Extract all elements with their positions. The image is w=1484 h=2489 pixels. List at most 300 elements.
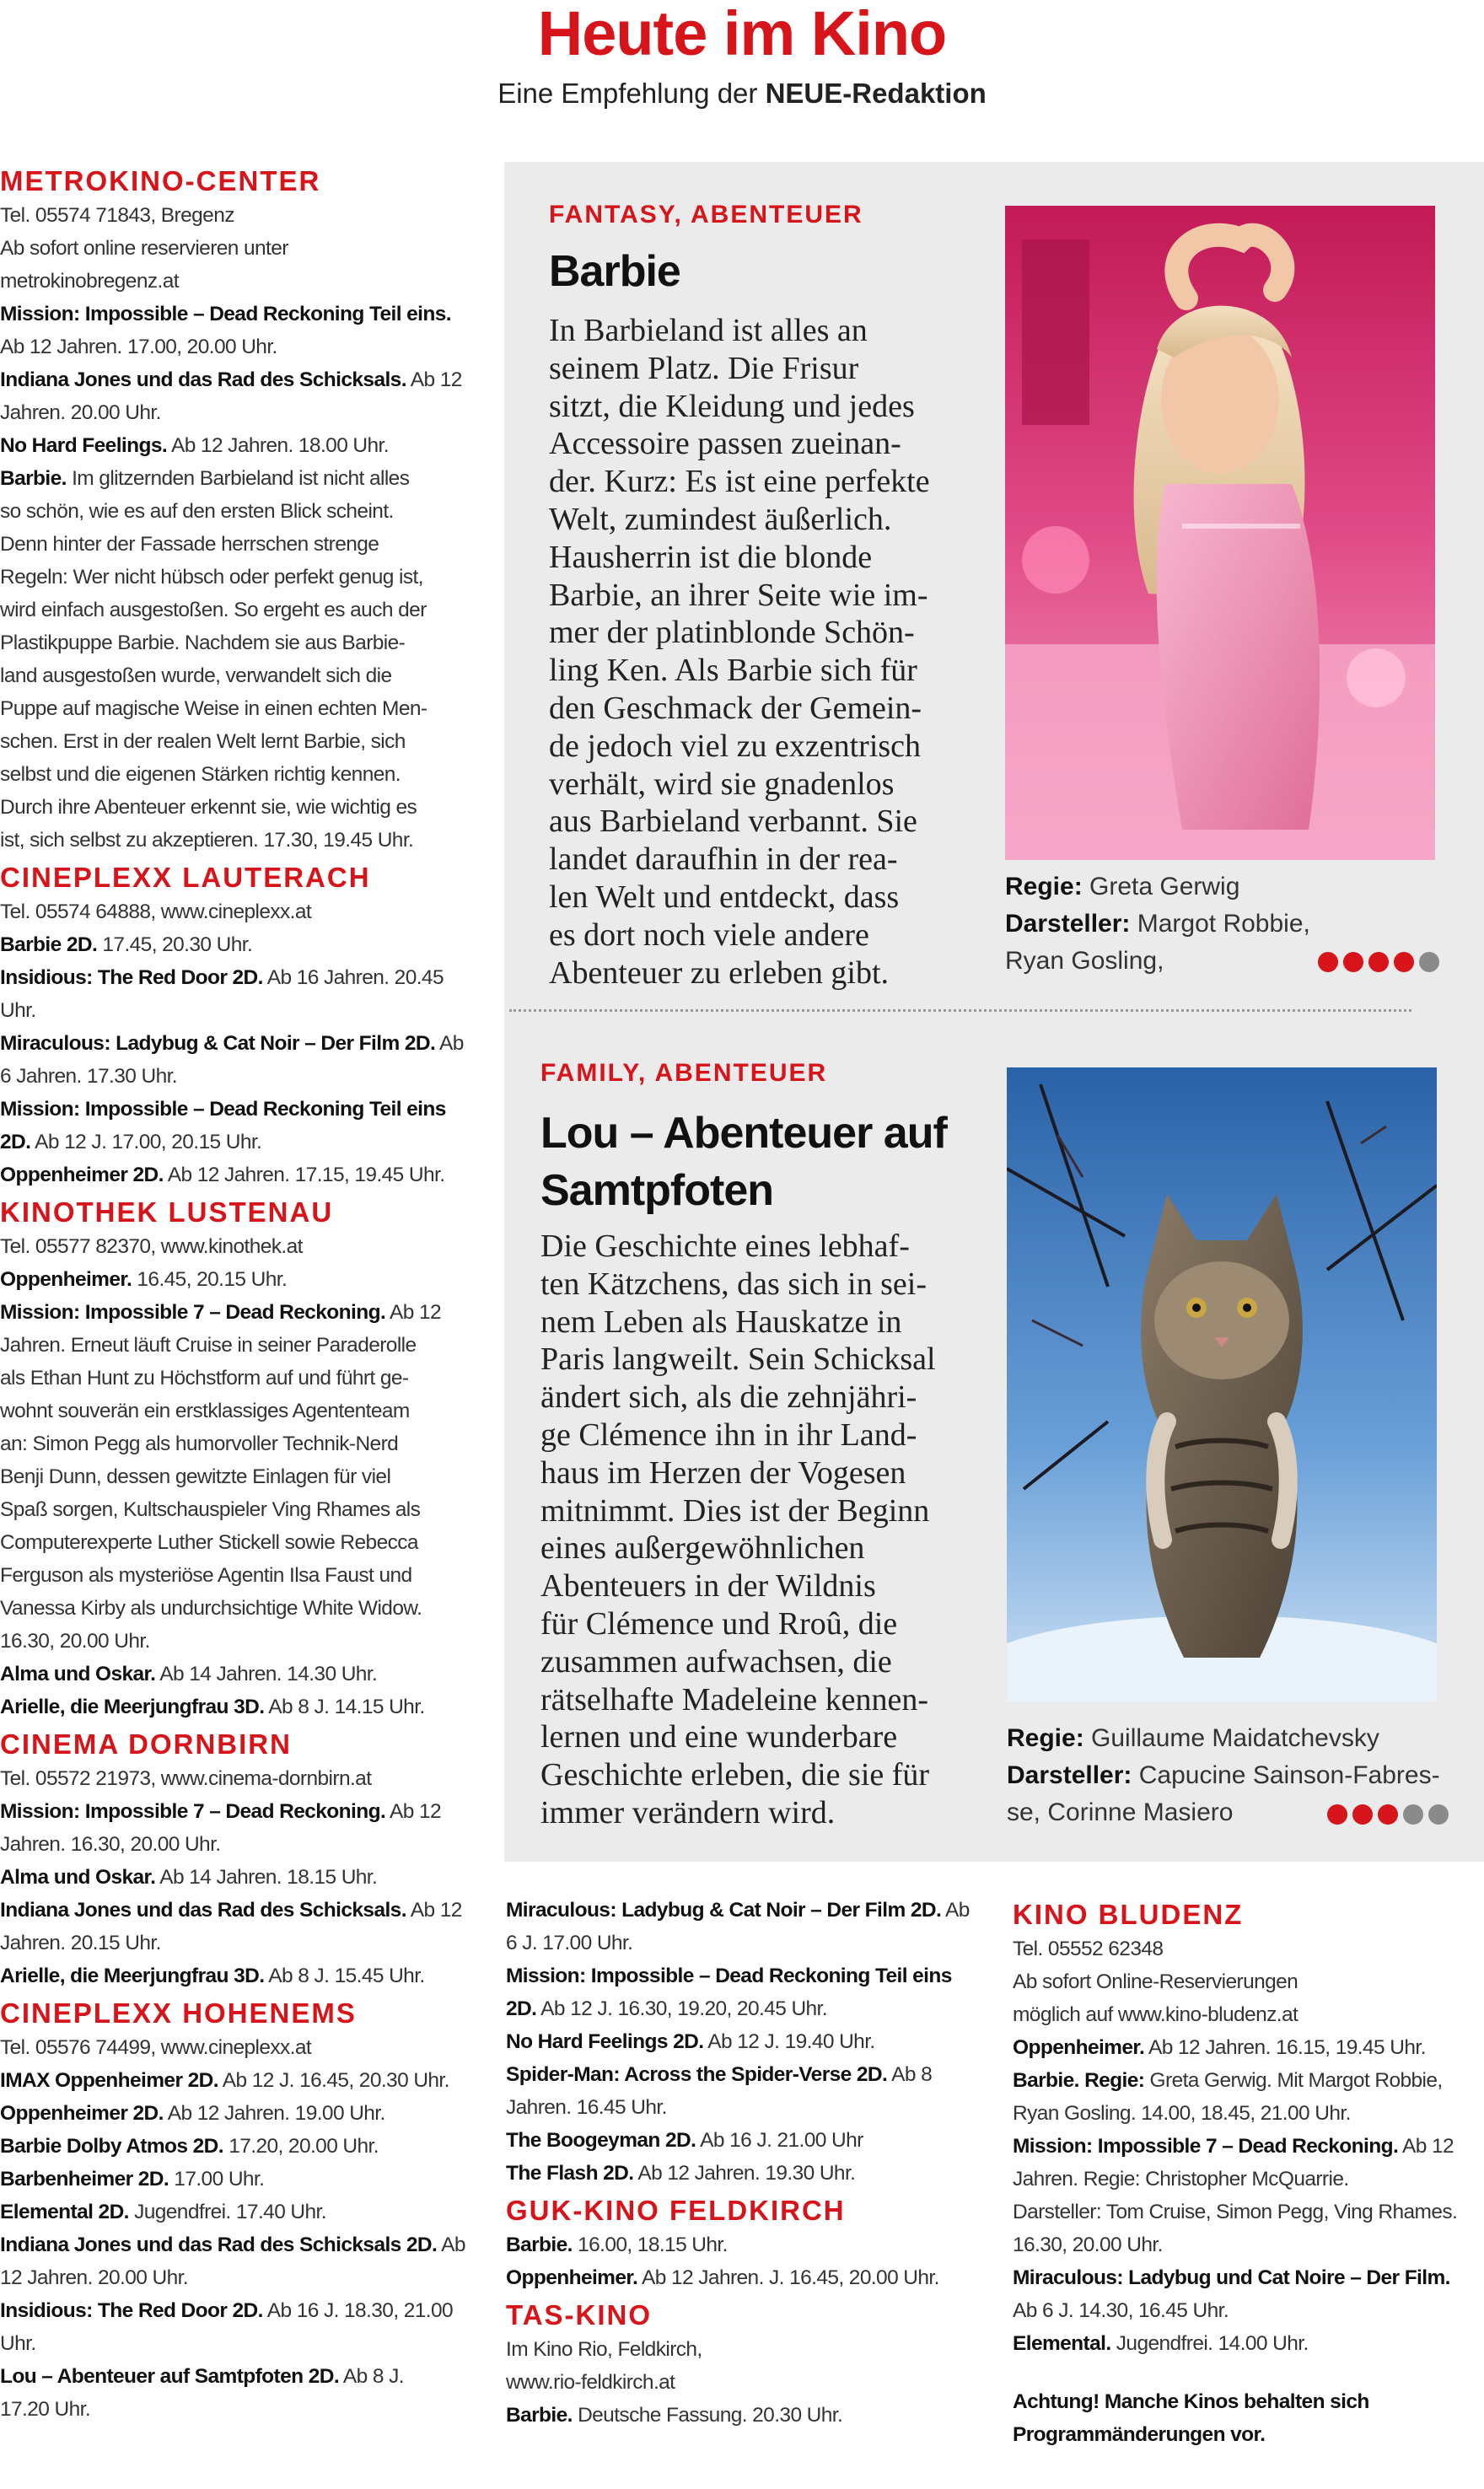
listing-line	[1013, 2097, 1481, 2130]
listing-line	[0, 1158, 469, 1191]
listing-text: Ab 12	[406, 1899, 462, 1922]
listing-line	[1013, 2327, 1481, 2360]
rating-dot-filled	[1318, 952, 1338, 972]
listing-text: Vanessa Kirby als undurchsichtige White Widow.	[0, 1597, 422, 1620]
film-title: Indiana Jones und das Rad des Schicksals.	[0, 1899, 406, 1922]
listing-line	[0, 1927, 469, 1959]
description-line: Welt, zumindest äußerlich.	[549, 501, 892, 537]
cinema-heading: CINEMA DORNBIRN	[0, 1728, 292, 1760]
description-line: Hausherrin ist die blonde	[549, 539, 873, 575]
listing-text: Ab 12 J. 16.30, 19.20, 20.45 Uhr.	[536, 1997, 827, 2020]
listing-line	[0, 1296, 469, 1329]
listing-line	[0, 2196, 469, 2228]
rating-dot-filled	[1352, 1804, 1373, 1825]
listing-line	[0, 232, 469, 265]
listing-line	[506, 2058, 978, 2091]
listing-text: Uhr.	[0, 2332, 36, 2355]
listing-text: 16.00, 18.15 Uhr.	[572, 2234, 728, 2256]
listing-text: Jahren. Regie: Christopher McQuarrie.	[1013, 2168, 1349, 2191]
listing-line	[506, 2366, 978, 2399]
listing-text: Ab 12 Jahren. 17.00, 20.00 Uhr.	[0, 336, 277, 358]
listing-line	[0, 396, 469, 429]
listing-text: Ab 12 Jahren. 19.30 Uhr.	[633, 2162, 856, 2185]
listing-text: Im Kino Rio, Feldkirch,	[506, 2338, 702, 2361]
rating-dot-empty	[1403, 1804, 1423, 1825]
listing-line	[1013, 2196, 1481, 2228]
description-line: seinem Platz. Die Frisur	[549, 350, 859, 386]
listing-text: Ab 16 J. 18.30, 21.00	[262, 2299, 454, 2322]
listing-text: 17.20 Uhr.	[0, 2398, 91, 2421]
listing-text: so schön, wie es auf den ersten Blick scheint.	[0, 500, 394, 523]
film-title: Mission: Impossible – Dead Reckoning Teil eins	[506, 1965, 952, 1987]
film-title: Mission: Impossible 7 – Dead Reckoning.	[1013, 2135, 1399, 2158]
listing-text: Ab 12 J. 19.40 Uhr.	[703, 2030, 875, 2053]
listing-text: Tel. 05574 64888, www.cineplexx.at	[0, 900, 312, 923]
listing-line	[0, 561, 469, 594]
description-line: de jedoch viel zu exzentrisch	[549, 728, 922, 764]
listing-line	[506, 1959, 978, 1992]
barbie-regie-label: Regie:	[1005, 873, 1083, 900]
listing-line	[0, 2228, 469, 2261]
listing-text: Regeln: Wer nicht hübsch oder perfekt genug ist,	[0, 566, 423, 589]
listing-text: Jugendfrei. 14.00 Uhr.	[1110, 2332, 1309, 2355]
listing-line	[0, 462, 469, 495]
listing-line	[0, 994, 469, 1027]
description-line: ändert sich, als die zehnjähri-	[540, 1379, 917, 1416]
listing-text: möglich auf www.kino-bludenz.at	[1013, 2003, 1298, 2026]
listing-text: Ab 8	[887, 2063, 933, 2086]
listing-line	[506, 2333, 978, 2366]
listing-line	[506, 2025, 978, 2058]
lou-regie-label: Regie:	[1007, 1724, 1084, 1752]
barbie-rating	[1318, 952, 1439, 972]
listing-line	[0, 1460, 469, 1493]
listing-text: Tel. 05572 21973, www.cinema-dornbirn.at	[0, 1767, 372, 1790]
film-title: Barbie. Regie:	[1013, 2069, 1145, 2092]
lou-photo	[1007, 1067, 1437, 1701]
description-line: verhält, wird sie gnadenlos	[549, 766, 895, 802]
film-title: Mission: Impossible – Dead Reckoning Teil eins.	[0, 303, 451, 325]
description-line: mer der platinblonde Schön-	[549, 615, 915, 651]
film-title: Barbenheimer 2D.	[0, 2168, 169, 2191]
description-line: len Welt und entdeckt, dass	[549, 879, 900, 915]
listing-line	[0, 928, 469, 961]
listing-text: Tel. 05576 74499, www.cineplexx.at	[0, 2036, 312, 2059]
listing-line	[1013, 2031, 1481, 2064]
film-title: Barbie 2D.	[0, 933, 98, 956]
film-title: Programmänderungen vor.	[1013, 2423, 1266, 2446]
listing-line	[0, 528, 469, 561]
barbie-cast-1: Margot Robbie,	[1130, 910, 1310, 938]
description-line: haus im Herzen der Vogesen	[540, 1454, 906, 1491]
listing-line	[0, 1526, 469, 1559]
barbie-regie-line	[1005, 868, 1444, 906]
description-line: eines außergewöhnlichen	[540, 1530, 865, 1567]
barbie-photo	[1005, 206, 1435, 860]
listing-line	[0, 2393, 469, 2426]
listing-line	[0, 429, 469, 462]
description-line: Accessoire passen zueinan-	[549, 426, 901, 462]
lou-regie-line	[1007, 1720, 1462, 1757]
listing-line	[1013, 1965, 1481, 1998]
listing-line	[1013, 2130, 1481, 2163]
rating-dot-empty	[1419, 952, 1439, 972]
barbie-photo-image	[1005, 206, 1435, 860]
listing-text: Benji Dunn, dessen gewitzte Einlagen für viel	[0, 1465, 391, 1488]
listing-line	[0, 1493, 469, 1526]
film-title: No Hard Feelings.	[0, 434, 168, 457]
film-title: Elemental 2D.	[0, 2201, 129, 2223]
listing-text: Puppe auf magische Weise in einen echten Men-	[0, 697, 427, 720]
listing-line	[506, 1927, 978, 1959]
listing-line	[506, 2399, 978, 2432]
lou-title-line-1: Lou – Abenteuer auf	[540, 1109, 947, 1158]
lou-photo-image	[1007, 1067, 1437, 1701]
rating-dot-empty	[1428, 1804, 1449, 1825]
listing-text: Ab 14 Jahren. 18.15 Uhr.	[155, 1866, 378, 1889]
film-title: Oppenheimer 2D.	[0, 1164, 164, 1186]
listing-text: Jahren. 20.00 Uhr.	[0, 401, 161, 424]
listing-line	[0, 1795, 469, 1828]
film-title: Miraculous: Ladybug & Cat Noir – Der Film 2D.	[506, 1899, 942, 1922]
description-line: der. Kurz: Es ist eine perfekte	[549, 464, 930, 500]
film-title: Indiana Jones und das Rad des Schicksals 2D.	[0, 2234, 438, 2256]
listing-text: Durch ihre Abenteuer erkennt sie, wie wichtig es	[0, 796, 417, 819]
listing-text: wohnt souverän ein erstklassiges Agententeam	[0, 1400, 410, 1422]
listing-text: Ab sofort online reservieren unter	[0, 237, 288, 260]
rating-dot-filled	[1327, 1804, 1347, 1825]
listing-line	[0, 2097, 469, 2130]
listing-line	[506, 2124, 978, 2157]
listing-text: Ab 8 J.	[339, 2365, 404, 2388]
film-title: Miraculous: Ladybug und Cat Noire – Der Film.	[1013, 2266, 1450, 2289]
description-line: Abenteuers in der Wildnis	[540, 1568, 876, 1605]
description-line: Geschichte erleben, die sie für	[540, 1757, 930, 1793]
description-line: es dort noch viele andere	[549, 917, 869, 953]
film-title: Barbie.	[506, 2234, 573, 2256]
listing-text: Jahren. 16.30, 20.00 Uhr.	[0, 1833, 221, 1856]
film-title: Oppenheimer.	[0, 1268, 132, 1291]
listing-line	[0, 1559, 469, 1592]
film-title: Insidious: The Red Door 2D.	[0, 2299, 263, 2322]
listing-text: 6 Jahren. 17.30 Uhr.	[0, 1065, 178, 1088]
listing-line	[0, 594, 469, 626]
listing-line	[506, 2228, 978, 2261]
listing-line	[0, 199, 469, 232]
listing-line	[506, 2261, 978, 2294]
listing-text: Ab 16 Jahren. 20.45	[262, 966, 444, 989]
listing-text: Plastikpuppe Barbie. Nachdem sie aus Barbie-	[0, 632, 406, 654]
listing-line	[0, 1395, 469, 1427]
film-title: Arielle, die Meerjungfrau 3D.	[0, 1965, 265, 1987]
rating-dot-filled	[1368, 952, 1389, 972]
film-title: 2D.	[0, 1131, 31, 1153]
description-line: für Clémence und Rroû, die	[540, 1605, 898, 1642]
description-line: Die Geschichte eines lebhaf-	[540, 1228, 910, 1264]
listing-line	[1013, 2064, 1481, 2097]
listing-line	[1013, 2294, 1481, 2327]
listing-text: 6 J. 17.00 Uhr.	[506, 1932, 633, 1954]
listing-line	[1013, 2228, 1481, 2261]
barbie-regie: Greta Gerwig	[1082, 873, 1240, 900]
listing-text: Tel. 05552 62348	[1013, 1938, 1164, 1960]
rating-dot-filled	[1343, 952, 1363, 972]
listing-text: Tel. 05574 71843, Bregenz	[0, 204, 234, 227]
barbie-title: Barbie	[549, 247, 680, 296]
film-title: The Flash 2D.	[506, 2162, 634, 2185]
spacer	[1013, 2360, 1481, 2385]
listing-line	[0, 791, 469, 824]
listing-text: als Ethan Hunt zu Höchstform auf und führt ge-	[0, 1367, 409, 1390]
cinema-heading: CINEPLEXX HOHENEMS	[0, 1997, 357, 2029]
listing-line	[0, 2163, 469, 2196]
listing-text: Spaß sorgen, Kultschauspieler Ving Rhames als	[0, 1498, 421, 1521]
listing-text: Ab 16 J. 21.00 Uhr	[696, 2129, 863, 2152]
description-line: immer verändern wird.	[540, 1794, 836, 1830]
description-line: sitzt, die Kleidung und jedes	[549, 388, 915, 424]
listing-line	[0, 1861, 469, 1894]
listing-line	[0, 2261, 469, 2294]
subtitle-prefix: Eine Empfehlung der	[497, 78, 766, 109]
description-line: rätselhafte Madeleine kennen-	[540, 1681, 928, 1718]
film-title: Indiana Jones und das Rad des Schicksals.	[0, 368, 406, 391]
listing-text: Ab 12 Jahren. 16.15, 19.45 Uhr.	[1144, 2036, 1426, 2059]
film-title: Miraculous: Ladybug & Cat Noir – Der Film 2D.	[0, 1032, 436, 1055]
listing-line	[0, 2064, 469, 2097]
listing-text: Ryan Gosling. 14.00, 18.45, 21.00 Uhr.	[1013, 2102, 1351, 2125]
listing-line	[0, 495, 469, 528]
listing-text: Ab 12 Jahren. 18.00 Uhr.	[167, 434, 389, 457]
listing-text: metrokinobregenz.at	[0, 270, 179, 293]
rating-dot-filled	[1394, 952, 1414, 972]
listing-text: Ab	[435, 1032, 464, 1055]
listing-line	[0, 1230, 469, 1263]
listing-text: Ab 6 J. 14.30, 16.45 Uhr.	[1013, 2299, 1229, 2322]
listing-text: Ab 12 J. 16.45, 20.30 Uhr.	[218, 2069, 449, 2092]
film-title: Lou – Abenteuer auf Samtpfoten 2D.	[0, 2365, 340, 2388]
film-title: Insidious: The Red Door 2D.	[0, 966, 263, 989]
film-title: Barbie.	[506, 2404, 573, 2427]
lou-regie: Guillaume Maidatchevsky	[1083, 1724, 1379, 1752]
film-title: 2D.	[506, 1997, 537, 2020]
listing-line	[0, 2327, 469, 2360]
listing-text: 12 Jahren. 20.00 Uhr.	[0, 2266, 189, 2289]
listing-text: Computerexperte Luther Stickell sowie Rebecca	[0, 1531, 418, 1554]
film-title: Oppenheimer 2D.	[0, 2102, 164, 2125]
left-cinema-listings	[0, 160, 469, 2426]
listing-text: Ferguson als mysteriöse Agentin Ilsa Faust und	[0, 1564, 412, 1587]
listing-line	[0, 2031, 469, 2064]
description-line: Paris langweilt. Sein Schicksal	[540, 1341, 936, 1378]
listing-text: Ab 12	[406, 368, 462, 391]
listing-line	[0, 1060, 469, 1093]
listing-text: land ausgestoßen wurde, verwandelt sich die	[0, 664, 392, 687]
listing-text: Ab 12 J. 17.00, 20.15 Uhr.	[30, 1131, 262, 1153]
lou-cast-label: Darsteller:	[1007, 1761, 1132, 1789]
listing-text: 16.30, 20.00 Uhr.	[0, 1630, 150, 1653]
listing-line	[0, 1362, 469, 1395]
description-line: ling Ken. Als Barbie sich für	[549, 653, 917, 689]
cinema-heading: CINEPLEXX LAUTERACH	[0, 862, 371, 893]
film-title: Alma und Oskar.	[0, 1663, 156, 1685]
listing-text: 17.20, 20.00 Uhr.	[223, 2135, 379, 2158]
listing-line	[0, 331, 469, 363]
cinema-heading: METROKINO-CENTER	[0, 165, 321, 196]
description-line: zusammen aufwachsen, die	[540, 1643, 892, 1680]
listing-text: Ab 8 J. 15.45 Uhr.	[264, 1965, 425, 1987]
listing-line	[0, 298, 469, 331]
barbie-genre: FANTASY, ABENTEUER	[549, 201, 863, 228]
film-title: Elemental.	[1013, 2332, 1111, 2355]
description-line: lernen und eine wunderbare	[540, 1719, 898, 1755]
listing-line	[1013, 2418, 1481, 2451]
lou-description	[540, 1228, 996, 1832]
feature-divider	[509, 1009, 1411, 1012]
film-title: Barbie.	[0, 467, 67, 490]
film-title: IMAX Oppenheimer 2D.	[0, 2069, 218, 2092]
listing-line	[0, 659, 469, 692]
listing-line	[0, 725, 469, 758]
middle-cinema-listings	[506, 1894, 978, 2432]
listing-line	[506, 2091, 978, 2124]
listing-line	[1013, 1933, 1481, 1965]
listing-text: Jahren. 16.45 Uhr.	[506, 2096, 667, 2119]
description-line: ten Kätzchens, das sich in sei-	[540, 1266, 927, 1302]
description-line: mitnimmt. Dies ist der Beginn	[540, 1492, 930, 1529]
listing-text: 16.30, 20.00 Uhr.	[1013, 2234, 1163, 2256]
description-line: Barbie, an ihrer Seite wie im-	[549, 577, 928, 613]
film-title: Mission: Impossible 7 – Dead Reckoning.	[0, 1800, 386, 1823]
listing-text: Ab 12 Jahren. J. 16.45, 20.00 Uhr.	[637, 2266, 939, 2289]
description-line: landet daraufhin in der rea-	[549, 841, 898, 878]
listing-text: Ab	[941, 1899, 970, 1922]
listing-line	[0, 1658, 469, 1691]
listing-text: schen. Erst in der realen Welt lernt Barbie, sich	[0, 730, 406, 753]
cinema-heading: TAS-KINO	[506, 2299, 653, 2330]
listing-text: Ab 12	[385, 1800, 442, 1823]
cinema-heading: KINOTHEK LUSTENAU	[0, 1196, 334, 1228]
listing-line	[0, 1625, 469, 1658]
film-title: Barbie Dolby Atmos 2D.	[0, 2135, 223, 2158]
film-title: Oppenheimer.	[506, 2266, 638, 2289]
listing-line	[0, 1828, 469, 1861]
listing-line	[0, 1027, 469, 1060]
listing-text: Jahren. Erneut läuft Cruise in seiner Paraderolle	[0, 1334, 417, 1357]
lou-genre: FAMILY, ABENTEUER	[540, 1059, 828, 1087]
listing-text: 17.00 Uhr.	[169, 2168, 265, 2191]
listing-text: Ab 12	[385, 1301, 442, 1324]
barbie-cast-label: Darsteller:	[1005, 910, 1131, 938]
listing-line	[0, 1762, 469, 1795]
listing-text: Im glitzernden Barbieland ist nicht alles	[66, 467, 410, 490]
film-title: No Hard Feelings 2D.	[506, 2030, 704, 2053]
listing-line	[0, 1329, 469, 1362]
listing-line	[0, 363, 469, 396]
listing-text: ist, sich selbst zu akzeptieren. 17.30, 19.45 Uhr.	[0, 829, 414, 852]
listing-line	[0, 2130, 469, 2163]
right-cinema-listings	[1013, 1894, 1481, 2451]
listing-text: Jugendfrei. 17.40 Uhr.	[128, 2201, 326, 2223]
listing-text: Denn hinter der Fassade herrschen strenge	[0, 533, 379, 556]
listing-line	[0, 1427, 469, 1460]
page-subtitle	[0, 78, 1484, 110]
listing-line	[0, 1959, 469, 1992]
listing-line	[1013, 1998, 1481, 2031]
subtitle-brand: NEUE-Redaktion	[765, 78, 987, 109]
lou-cast-1: Capucine Sainson-Fabres-	[1132, 1761, 1440, 1789]
listing-text: Ab	[437, 2234, 465, 2256]
listing-line	[506, 2157, 978, 2190]
film-title: Mission: Impossible – Dead Reckoning Teil eins	[0, 1098, 446, 1121]
listing-text: Darsteller: Tom Cruise, Simon Pegg, Ving Rhames.	[1013, 2201, 1458, 2223]
listing-line	[0, 626, 469, 659]
listing-text: Ab 12 Jahren. 19.00 Uhr.	[163, 2102, 385, 2125]
listing-text: an: Simon Pegg als humorvoller Technik-Nerd	[0, 1433, 399, 1455]
listing-line	[0, 1894, 469, 1927]
barbie-cast-2: Ryan Gosling,	[1005, 947, 1164, 975]
listing-text: wird einfach ausgestoßen. So ergeht es auch der	[0, 599, 427, 621]
description-line: Abenteuer zu erleben gibt.	[549, 954, 890, 991]
listing-line	[0, 2294, 469, 2327]
listing-text: Ab sofort Online-Reservierungen	[1013, 1970, 1298, 1993]
listing-text: Deutsche Fassung. 20.30 Uhr.	[572, 2404, 843, 2427]
lou-cast-2: se, Corinne Masiero	[1007, 1798, 1234, 1826]
listing-line	[0, 824, 469, 857]
listing-text: Ab 12 Jahren. 17.15, 19.45 Uhr.	[163, 1164, 445, 1186]
film-title: Arielle, die Meerjungfrau 3D.	[0, 1696, 265, 1718]
listing-line	[1013, 2163, 1481, 2196]
film-title: Spider-Man: Across the Spider-Verse 2D.	[506, 2063, 888, 2086]
description-line: nem Leben als Hauskatze in	[540, 1304, 902, 1340]
listing-line	[0, 265, 469, 298]
description-line: den Geschmack der Gemein-	[549, 690, 922, 726]
listing-text: Ab 14 Jahren. 14.30 Uhr.	[155, 1663, 378, 1685]
listing-text: selbst und die eigenen Stärken richtig kennen.	[0, 763, 401, 786]
description-line: ge Clémence ihn in ihr Land-	[540, 1417, 917, 1453]
film-title: Achtung! Manche Kinos behalten sich	[1013, 2390, 1369, 2413]
film-title: Oppenheimer.	[1013, 2036, 1145, 2059]
listing-line	[0, 961, 469, 994]
listing-line	[0, 2360, 469, 2393]
listing-line	[0, 1126, 469, 1158]
cinema-heading: KINO BLUDENZ	[1013, 1899, 1244, 1930]
listing-text: Tel. 05577 82370, www.kinothek.at	[0, 1235, 303, 1258]
description-line: In Barbieland ist alles an	[549, 313, 868, 348]
listing-text: Jahren. 20.15 Uhr.	[0, 1932, 161, 1954]
listing-line	[0, 1093, 469, 1126]
cinema-heading: GUK-KINO FELDKIRCH	[506, 2195, 846, 2226]
lou-cast-line	[1007, 1757, 1462, 1794]
listing-line	[506, 1894, 978, 1927]
listing-line	[0, 895, 469, 928]
lou-title	[540, 1105, 996, 1219]
description-line: aus Barbieland verbannt. Sie	[549, 804, 917, 840]
listing-text: www.rio-feldkirch.at	[506, 2371, 675, 2394]
film-title: The Boogeyman 2D.	[506, 2129, 696, 2152]
lou-title-line-2: Samtpfoten	[540, 1166, 773, 1215]
barbie-cast-line	[1005, 906, 1444, 943]
page-title: Heute im Kino	[537, 0, 947, 68]
barbie-description	[549, 312, 987, 992]
listing-text: 16.45, 20.15 Uhr.	[132, 1268, 288, 1291]
listing-text: Greta Gerwig. Mit Margot Robbie,	[1144, 2069, 1443, 2092]
listing-line	[0, 1691, 469, 1723]
listing-line	[0, 758, 469, 791]
film-title: Mission: Impossible 7 – Dead Reckoning.	[0, 1301, 386, 1324]
listing-line	[0, 692, 469, 725]
listing-text: Ab 8 J. 14.15 Uhr.	[264, 1696, 425, 1718]
listing-line	[1013, 2385, 1481, 2418]
